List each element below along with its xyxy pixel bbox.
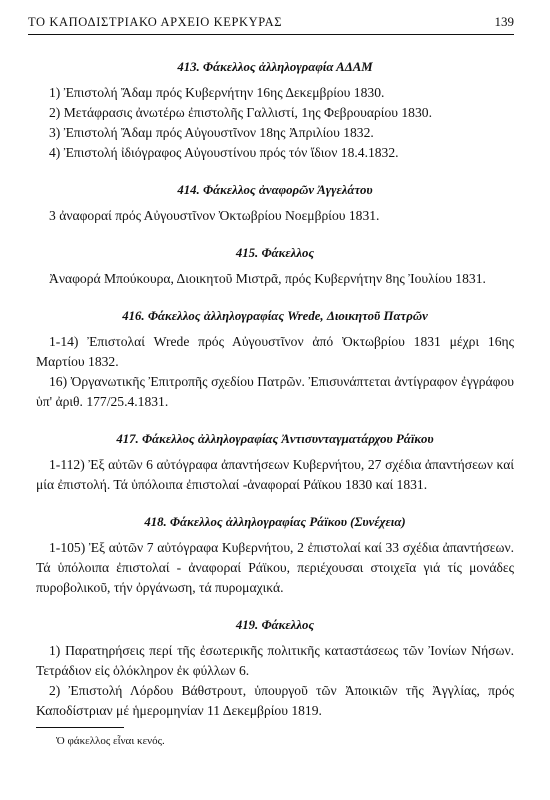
footnote-divider — [36, 727, 124, 728]
entry: 1-105) Ἐξ αὐτῶν 7 αὐτόγραφα Κυβερνήτου, 2 ἐπιστολαί καί 33 σχέδια ἀπαντήσεων. Τά ὑπόλοιπα ἐπιστολαί - ἀναφοραί Ράϊκου, περιέχουσαι στοιχεῖα γιά τίς μονάδες πυροβολικοῦ, τήν ὀργάνωση, τά πυρομαχικά. — [36, 540, 514, 595]
entry: 3 ἀναφοραί πρός Αὐγουστῖνον Ὀκτωβρίου Νοεμβρίου 1831. — [49, 208, 380, 223]
section-heading: 413. Φάκελλος ἀλληλογραφία ΑΔΑΜ — [177, 60, 373, 74]
section-heading: 418. Φάκελλος ἀλληλογραφίας Ράϊκου (Συνέχεια) — [144, 515, 406, 529]
page-number: 139 — [494, 14, 514, 29]
section-414 — [36, 181, 514, 226]
section-418 — [36, 513, 514, 598]
section-413 — [36, 58, 514, 163]
section-heading: 415. Φάκελλος — [235, 246, 315, 260]
footnote: Ὁ φάκελλος εἶναι κενός. — [56, 735, 165, 747]
entry: 3) Ἐπιστολή Ἄδαμ πρός Αὐγουστῖνον 18ης Ἀπριλίου 1832. — [49, 125, 374, 140]
section-heading: 419. Φάκελλος — [235, 618, 315, 632]
section-416 — [36, 307, 514, 412]
entry: 4) Ἐπιστολή ἰδιόγραφος Αὐγουστίνου πρός τόν ἴδιον 18.4.1832. — [49, 145, 399, 160]
section-heading: 416. Φάκελλος ἀλληλογραφίας Wrede, Διοικητοῦ Πατρῶν — [122, 309, 428, 323]
entry: 2) Ἐπιστολή Λόρδου Βάθστρουτ, ὑπουργοῦ τῶν Ἀποικιῶν τῆς Ἀγγλίας, πρός Καποδίστριαν μέ ἡμερομηνίαν 11 Δεκεμβρίου 1819. — [36, 683, 514, 718]
section-419 — [36, 616, 514, 721]
running-title: ΤΟ ΚΑΠΟΔΙΣΤΡΙΑΚΟ ΑΡΧΕΙΟ ΚΕΡΚΥΡΑΣ — [28, 15, 283, 29]
entry: 1-14) Ἐπιστολαί Wrede πρός Αὐγουστῖνον ἀπό Ὀκτωβρίου 1831 μέχρι 16ης Μαρτίου 1832. — [36, 334, 514, 369]
entry: 1) Παρατηρήσεις περί τῆς ἐσωτερικῆς πολιτικῆς καταστάσεως τῶν Ἰονίων Νήσων. Τετράδιον εἰς ὁλόκληρον ἐκ φύλλων 6. — [36, 643, 514, 678]
section-417 — [36, 430, 514, 495]
catalogue-body — [36, 58, 514, 721]
page-header — [28, 12, 514, 35]
entry: 16) Ὀργανωτικῆς Ἐπιτροπῆς σχεδίου Πατρῶν. Ἐπισυνάπτεται ἀντίγραφον ἐγγράφου ὑπ' ἀριθ. 177/25.4.1831. — [36, 374, 514, 409]
section-heading: 414. Φάκελλος ἀναφορῶν Ἀγγελάτου — [177, 183, 373, 197]
entry: Ἀναφορά Μπούκουρα, Διοικητοῦ Μιστρᾶ, πρός Κυβερνήτην 8ης Ἰουλίου 1831. — [49, 271, 486, 286]
entry: 1-112) Ἐξ αὐτῶν 6 αὐτόγραφα ἀπαντήσεων Κυβερνήτου, 27 σχέδια ἀπαντήσεων καί μία ἐπιστολή. Τά ὑπόλοιπα ἐπιστολαί -ἀναφοραί Ράϊκου 1830 καί 1831. — [36, 457, 514, 492]
entry: 1) Ἐπιστολή Ἄδαμ πρός Κυβερνήτην 16ης Δεκεμβρίου 1830. — [49, 85, 385, 100]
entry: 2) Μετάφρασις ἀνωτέρω ἐπιστολῆς Γαλλιστί, 1ης Φεβρουαρίου 1830. — [49, 105, 432, 120]
section-415 — [36, 244, 514, 289]
section-heading: 417. Φάκελλος ἀλληλογραφίας Ἀντισυνταγματάρχου Ράϊκου — [116, 432, 434, 446]
